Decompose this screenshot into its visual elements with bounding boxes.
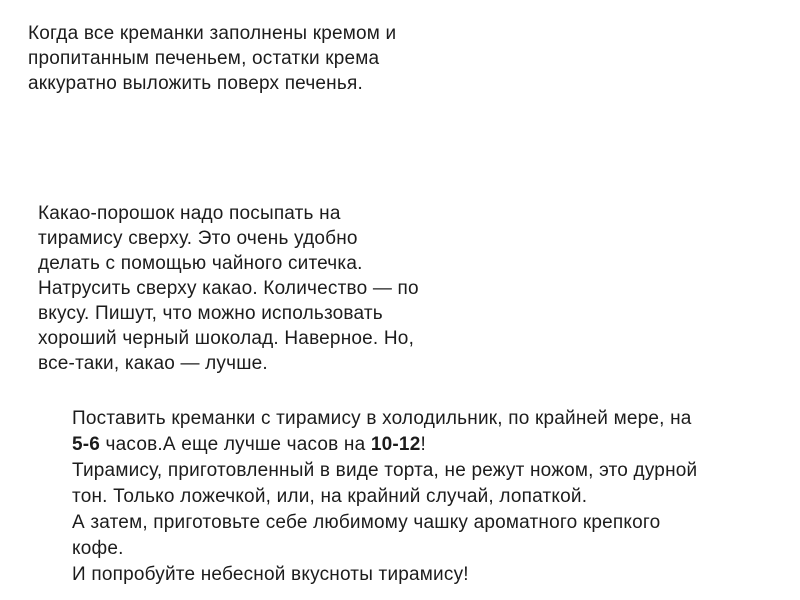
text-line	[38, 351, 419, 376]
text-segment-bold: 5-6	[72, 434, 101, 455]
text-segment: пропитанным печеньем, остатки крема	[28, 48, 380, 69]
text-segment: аккуратно выложить поверх печенья.	[28, 73, 363, 94]
text-line	[38, 226, 419, 251]
text-segment: все-таки, какао — лучше.	[38, 353, 268, 374]
text-segment: кофе.	[72, 538, 124, 559]
text-segment: Когда все креманки заполнены кремом и	[28, 23, 397, 44]
text-line	[28, 71, 396, 96]
text-block-refrigerate-and-serve	[72, 406, 697, 588]
text-line	[38, 326, 419, 351]
text-segment: Тирамису, приготовленный в виде торта, не режут ножом, это дурной	[72, 460, 698, 481]
text-line	[38, 201, 419, 226]
text-segment: А затем, приготовьте себе любимому чашку ароматного крепкого	[72, 512, 661, 533]
text-line	[72, 562, 697, 588]
text-segment: вкусу. Пишут, что можно использовать	[38, 303, 383, 324]
text-segment: Поставить креманки с тирамису в холодильник, по крайней мере, на	[72, 408, 692, 429]
text-line	[72, 406, 697, 432]
text-line	[72, 510, 697, 536]
text-line	[72, 432, 697, 458]
text-segment: Натрусить сверху какао. Количество — по	[38, 278, 419, 299]
text-line	[28, 21, 396, 46]
text-line	[72, 458, 697, 484]
text-segment: тирамису сверху. Это очень удобно	[38, 228, 358, 249]
text-segment: тон. Только ложечкой, или, на крайний случай, лопаткой.	[72, 486, 588, 507]
text-segment: часов.А еще лучше часов на	[100, 434, 371, 455]
text-line	[38, 251, 419, 276]
text-line	[28, 46, 396, 71]
text-line	[72, 484, 697, 510]
text-block-cocoa-powder	[38, 201, 419, 376]
text-line	[72, 536, 697, 562]
text-segment: хороший черный шоколад. Наверное. Но,	[38, 328, 415, 349]
text-segment-bold: 10-12	[370, 434, 421, 455]
text-segment: делать с помощью чайного ситечка.	[38, 253, 363, 274]
text-line	[38, 276, 419, 301]
text-segment: !	[420, 434, 426, 455]
text-block-cream-remainder	[28, 21, 396, 96]
text-segment: И попробуйте небесной вкусноты тирамису!	[72, 564, 469, 585]
text-segment: Какао-порошок надо посыпать на	[38, 203, 341, 224]
text-line	[38, 301, 419, 326]
